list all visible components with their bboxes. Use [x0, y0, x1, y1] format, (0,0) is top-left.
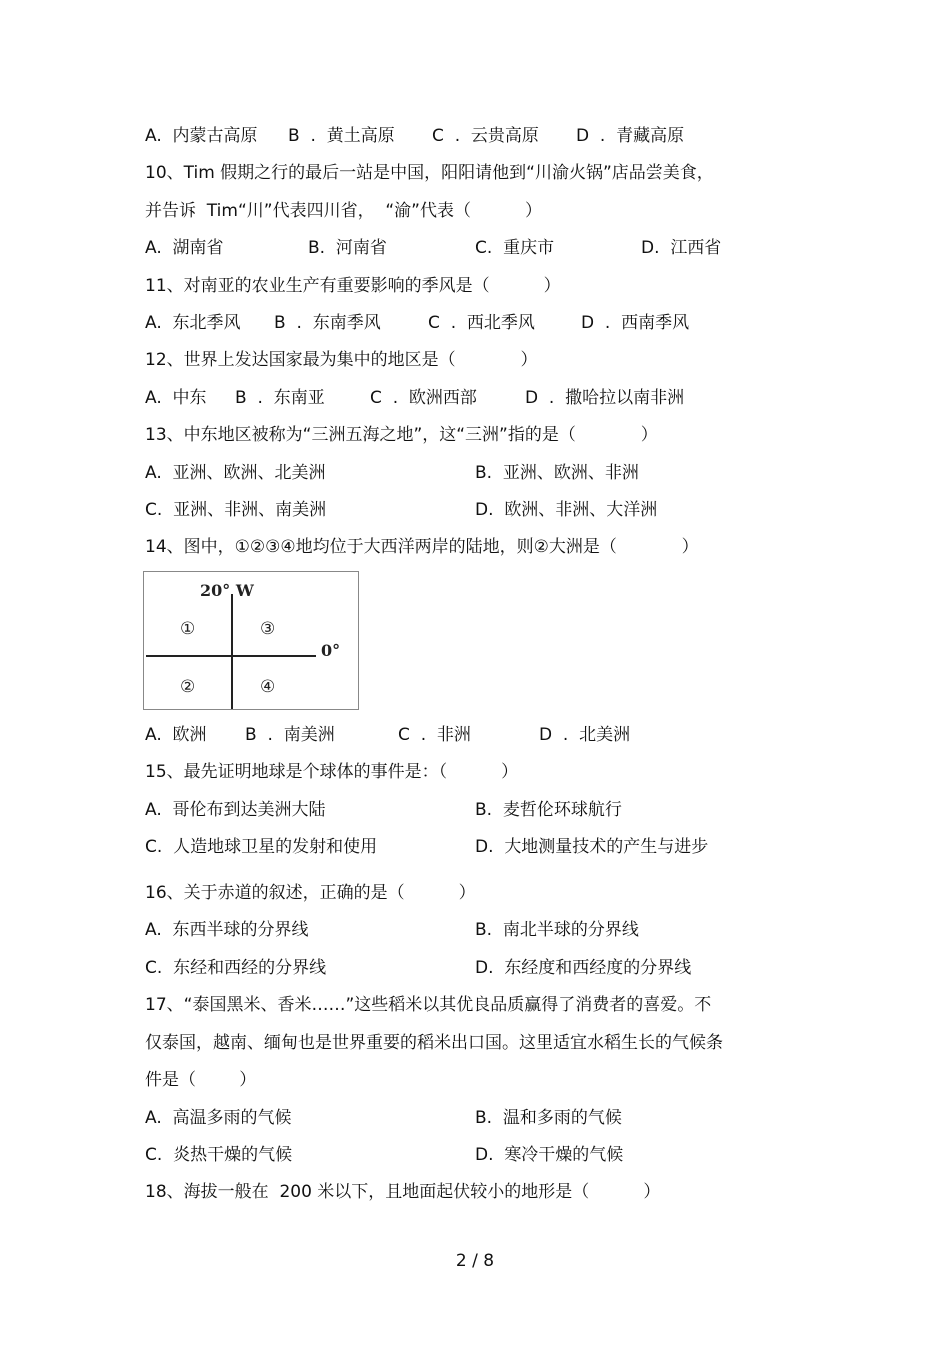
q14-option-d: D . 北美洲: [539, 725, 631, 745]
q13-option-c: C. 亚洲、非洲、南美洲: [145, 500, 327, 520]
q12-option-a: A. 中东: [145, 388, 207, 408]
q13-stem: 13、中东地区被称为“三洲五海之地”，这“三洲”指的是（ ）: [145, 425, 658, 445]
q13-option-b: B. 亚洲、欧洲、非洲: [475, 463, 639, 483]
q15-option-b: B. 麦哲伦环球航行: [475, 800, 622, 820]
q10-option-b: B. 河南省: [308, 238, 387, 258]
q10-option-c: C. 重庆市: [475, 238, 555, 258]
q11-option-d: D . 西南季风: [581, 313, 690, 333]
q12-option-c: C . 欧洲西部: [370, 388, 477, 408]
q13-option-d: D. 欧洲、非洲、大洋洲: [475, 500, 658, 520]
q10-stem-line2: 并告诉 Tim“川”代表四川省， “渝”代表（ ）: [145, 201, 543, 221]
q16-option-b: B. 南北半球的分界线: [475, 920, 639, 940]
q15-option-a: A. 哥伦布到达美洲大陆: [145, 800, 326, 820]
q12-option-b: B . 东南亚: [235, 388, 325, 408]
q11-option-c: C . 西北季风: [428, 313, 535, 333]
q11-stem: 11、对南亚的农业生产有重要影响的季风是（ ）: [145, 276, 561, 296]
q11-option-b: B . 东南季风: [274, 313, 381, 333]
q17-option-a: A. 高温多雨的气候: [145, 1108, 292, 1128]
q9-option-d: D . 青藏高原: [576, 126, 685, 146]
region-4-label: ④: [260, 677, 276, 697]
q12-option-d: D . 撒哈拉以南非洲: [525, 388, 685, 408]
lat-label: 0°: [321, 641, 341, 660]
q15-option-d: D. 大地测量技术的产生与进步: [475, 837, 709, 857]
q10-option-a: A. 湖南省: [145, 238, 224, 258]
q10-option-d: D. 江西省: [641, 238, 722, 258]
q17-option-c: C. 炎热干燥的气候: [145, 1145, 293, 1165]
q13-option-a: A. 亚洲、欧洲、北美洲: [145, 463, 326, 483]
q10-stem-line1: 10、Tim 假期之行的最后一站是中国，阳阳请他到“川渝火锅”店品尝美食，: [145, 163, 714, 183]
q14-stem: 14、图中，①②③④地均位于大西洋两岸的陆地，则②大洲是（ ）: [145, 537, 699, 557]
q11-option-a: A. 东北季风: [145, 313, 241, 333]
q14-option-a: A. 欧洲: [145, 725, 207, 745]
q16-option-c: C. 东经和西经的分界线: [145, 958, 327, 978]
region-2-label: ②: [180, 677, 196, 697]
q17-option-d: D. 寒冷干燥的气候: [475, 1145, 624, 1165]
q17-option-b: B. 温和多雨的气候: [475, 1108, 622, 1128]
region-1-label: ①: [180, 619, 196, 639]
lon-label: 20° W: [200, 581, 254, 600]
q15-option-c: C. 人造地球卫星的发射和使用: [145, 837, 378, 857]
q9-option-c: C . 云贵高原: [432, 126, 539, 146]
q17-stem-line2: 仅泰国，越南、缅甸也是世界重要的稻米出口国。这里适宜水稻生长的气候条: [145, 1033, 723, 1053]
q14-option-b: B . 南美洲: [245, 725, 335, 745]
region-3-label: ③: [260, 619, 276, 639]
q17-stem-line1: 17、“泰国黑米、香米……”这些稻米以其优良品质赢得了消费者的喜爱。不: [145, 995, 712, 1015]
q14-map-figure: [143, 571, 359, 710]
q18-stem: 18、海拔一般在 200 米以下，且地面起伏较小的地形是（ ）: [145, 1182, 661, 1202]
q17-stem-line3: 件是（ ）: [145, 1070, 257, 1090]
q15-stem: 15、最先证明地球是个球体的事件是：（ ）: [145, 762, 519, 782]
q9-option-b: B . 黄土高原: [288, 126, 395, 146]
q16-option-d: D. 东经度和西经度的分界线: [475, 958, 692, 978]
q14-option-c: C . 非洲: [398, 725, 471, 745]
q16-option-a: A. 东西半球的分界线: [145, 920, 309, 940]
q9-option-a: A. 内蒙古高原: [145, 126, 258, 146]
q14-map-svg: [144, 572, 358, 709]
q12-stem: 12、世界上发达国家最为集中的地区是（ ）: [145, 350, 538, 370]
q16-stem: 16、关于赤道的叙述，正确的是（ ）: [145, 883, 476, 903]
page-number: 2 / 8: [455, 1251, 495, 1271]
